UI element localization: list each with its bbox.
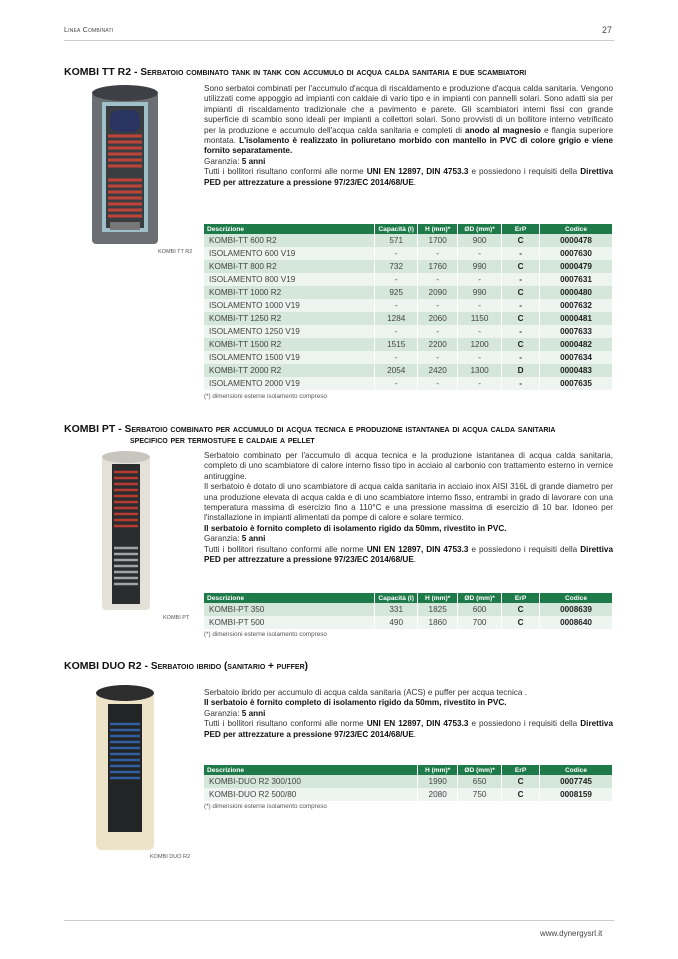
table-header-row [204, 765, 613, 775]
table-cell: 1760 [418, 260, 458, 273]
bold-text: L'isolamento è realizzato in poliuretano morbido con mantello in PVC di colore grigio e viene fornito separatamente. [204, 136, 614, 156]
product-table [204, 224, 613, 390]
table-cell: 700 [458, 616, 502, 629]
text: Garanzia: [204, 534, 242, 544]
image-caption: KOMBI PT [163, 615, 190, 621]
table-cell: - [375, 299, 418, 312]
column-header: H (mm)* [418, 765, 458, 775]
table-row [204, 351, 613, 364]
table-cell: 1150 [458, 312, 502, 325]
paragraph [204, 688, 613, 698]
table-cell: - [418, 247, 458, 260]
table-cell: C [502, 775, 540, 788]
table-cell: 0000478 [540, 234, 613, 247]
table-cell: KOMBI-TT 1500 R2 [204, 338, 375, 351]
table-cell: 0007631 [540, 273, 613, 286]
paragraph [204, 524, 613, 534]
column-header: H (mm)* [418, 593, 458, 603]
table-row [204, 788, 613, 801]
table-row [204, 234, 613, 247]
bold-text: 5 anni [241, 708, 266, 718]
table-header-row [204, 593, 613, 603]
section-subtitle: Serbatoio ibrido (sanitario + puffer) [150, 661, 308, 672]
header-divider [64, 40, 614, 41]
text: e possiedono i requisiti della [468, 719, 581, 729]
table-header-row [204, 224, 613, 234]
column-header: Codice [540, 224, 613, 234]
column-header: ErP [502, 224, 540, 234]
kombi-tt-tank-image [90, 84, 160, 246]
table-cell: ISOLAMENTO 600 V19 [204, 247, 375, 260]
table-cell: 2420 [418, 364, 458, 377]
text: e flangia superiore montata. [204, 125, 614, 146]
bold-text: 5 anni [241, 156, 266, 166]
bold-text: 5 anni [241, 534, 266, 544]
text: Il serbatoio è dotato di uno scambiatore di acqua calda sanitaria in acciaio inox AISI 316L di grande diametro per una produzione elevata di acqua calda e di uno scambiatore interno fisso, entrambi in grado di lavorare con una temperatura massima di esercizio fino a 110°C e una pressione massima di esercizio di 10 bar. Idoneo per l'installazione in impianti alimentati da pompe di calore e solare termico. [204, 482, 613, 523]
table-cell: 750 [458, 788, 502, 801]
image-caption: KOMBI TT R2 [158, 249, 193, 255]
column-header: ErP [502, 593, 540, 603]
table-cell: - [418, 273, 458, 286]
table-cell: 0007635 [540, 377, 613, 390]
table-cell: KOMBI-TT 600 R2 [204, 234, 375, 247]
image-caption: KOMBI DUO R2 [150, 854, 191, 860]
table-cell: ISOLAMENTO 800 V19 [204, 273, 375, 286]
table-cell: C [502, 788, 540, 801]
section-description [204, 688, 613, 740]
section-subtitle: Serbatoio combinato per accumulo di acqua tecnica e produzione istantanea di acqua calda sanitaria [124, 424, 556, 435]
text: Sono serbatoi combinati per l'accumulo d'acqua di riscaldamento e produzione d'acqua calda sanitaria. Vengono utilizzati come appoggio ad impianti con caldaie di vario tipo e in impianti con pannelli solari. Sono adatti sia per impianti di riscaldamento tradizionale che a pavimento e parete. Gli scambiatori interni fissi con grande superficie di scambio sono ideali per impianti a collettori solari. Sono provvisti di un bollitore interno vetrificato per la produzione e accumulo dell'acqua calda sanitaria e completi di [204, 84, 613, 135]
table-cell: 331 [375, 603, 418, 616]
table-footnote: (*) dimensioni esterne isolamento compreso [204, 803, 327, 810]
text: . [413, 555, 417, 565]
table-cell: 1860 [418, 616, 458, 629]
table-cell: C [502, 234, 540, 247]
product-table [204, 765, 613, 801]
table-row [204, 273, 613, 286]
text: Serbatoio ibrido per accumulo di acqua calda sanitaria (ACS) e puffer per acqua tecnica . [204, 688, 527, 697]
table-cell: 1990 [418, 775, 458, 788]
kombi-pt-tank-image [98, 450, 154, 612]
bold-text: UNI EN 12897, DIN 4753.3 [366, 544, 469, 554]
paragraph [204, 709, 613, 719]
table-cell: - [502, 325, 540, 338]
table-row [204, 299, 613, 312]
table-cell: 990 [458, 286, 502, 299]
footer-divider [64, 920, 614, 921]
model-name: KOMBI TT R2 - [64, 66, 138, 78]
table-cell: - [502, 273, 540, 286]
section-title-kombi-duo [64, 660, 308, 672]
paragraph [204, 698, 613, 708]
table-cell: 0007634 [540, 351, 613, 364]
table-row [204, 312, 613, 325]
paragraph [204, 534, 613, 544]
table-cell: 650 [458, 775, 502, 788]
kombi-duo-tank-image [92, 684, 158, 852]
table-cell: ISOLAMENTO 2000 V19 [204, 377, 375, 390]
table-cell: 1300 [458, 364, 502, 377]
table-row [204, 338, 613, 351]
section-subtitle-2: specifico per termostufe e caldaie a pellet [130, 435, 315, 446]
table-cell: 2080 [418, 788, 458, 801]
paragraph [204, 451, 613, 482]
table-row [204, 325, 613, 338]
table-cell: - [502, 247, 540, 260]
table-cell: 0000482 [540, 338, 613, 351]
column-header: Capacità (l) [375, 224, 418, 234]
table-cell: - [458, 351, 502, 364]
text: Serbatoio combinato per l'accumulo di acqua tecnica e la produzione istantanea di acqua calda sanitaria, completo di uno scambiatore di calore interno fisso tipo in acciaio al carbonio con trattamento esterno in vernice antiruggine. [204, 451, 613, 481]
table-cell: 1700 [418, 234, 458, 247]
table-row [204, 247, 613, 260]
column-header: Codice [540, 593, 613, 603]
table-cell: 732 [375, 260, 418, 273]
bold-text: UNI EN 12897, DIN 4753.3 [366, 167, 469, 177]
table-row [204, 364, 613, 377]
table-cell: 0000480 [540, 286, 613, 299]
table-cell: - [418, 377, 458, 390]
table-cell: 0008639 [540, 603, 613, 616]
bold-text: Direttiva PED per attrezzature a pressione 97/23/EC 2014/68/UE [204, 167, 614, 187]
text: . [413, 177, 417, 187]
bold-text: UNI EN 12897, DIN 4753.3 [366, 719, 469, 729]
table-cell: - [458, 247, 502, 260]
column-header: ErP [502, 765, 540, 775]
footer-website-link[interactable]: www.dynergysrl.it [540, 929, 603, 938]
table-cell: 0000479 [540, 260, 613, 273]
paragraph [204, 157, 613, 167]
table-cell: ISOLAMENTO 1000 V19 [204, 299, 375, 312]
text: e possiedono i requisiti della [468, 167, 581, 177]
section-title-kombi-tt [64, 66, 526, 78]
paragraph [204, 482, 613, 524]
table-cell: - [375, 351, 418, 364]
bold-text: Direttiva PED per attrezzature a pressione 97/23/EC 2014/68/UE [204, 544, 614, 565]
table-cell: KOMBI-DUO R2 500/80 [204, 788, 418, 801]
table-cell: - [375, 273, 418, 286]
model-name: KOMBI DUO R2 - [64, 660, 148, 672]
table-cell: KOMBI-TT 1000 R2 [204, 286, 375, 299]
text: Tutti i bollitori risultano conformi alle norme [204, 719, 367, 729]
table-footnote: (*) dimensioni esterne isolamento compreso [204, 631, 327, 638]
column-header: Descrizione [204, 224, 375, 234]
table-row [204, 603, 613, 616]
table-cell: 0000483 [540, 364, 613, 377]
table-row [204, 616, 613, 629]
bold-text: Il serbatoio è fornito completo di isolamento rigido da 50mm, rivestito in PVC. [204, 523, 507, 533]
table-cell: KOMBI-PT 500 [204, 616, 375, 629]
text: Tutti i bollitori risultano conformi alle norme [204, 167, 367, 177]
text: . [413, 729, 417, 739]
table-cell: 1515 [375, 338, 418, 351]
table-cell: 0007630 [540, 247, 613, 260]
text: Garanzia: [204, 708, 242, 718]
table-row [204, 775, 613, 788]
section-description [204, 451, 613, 565]
table-cell: 600 [458, 603, 502, 616]
table-cell: KOMBI-TT 2000 R2 [204, 364, 375, 377]
section-description [204, 84, 613, 188]
table-cell: C [502, 616, 540, 629]
table-cell: - [502, 299, 540, 312]
bold-text: anodo al magnesio [465, 125, 541, 135]
table-cell: 1825 [418, 603, 458, 616]
table-cell: 0008159 [540, 788, 613, 801]
section-subtitle: Serbatoio combinato tank in tank con accumulo di acqua calda sanitaria e due scambiatori [140, 67, 527, 78]
product-table [204, 593, 613, 629]
column-header: Codice [540, 765, 613, 775]
paragraph [204, 167, 613, 188]
table-cell: KOMBI-TT 1250 R2 [204, 312, 375, 325]
table-cell: 2054 [375, 364, 418, 377]
table-row [204, 286, 613, 299]
text: Garanzia: [204, 156, 242, 166]
table-cell: 2200 [418, 338, 458, 351]
column-header: ØD (mm)* [458, 765, 502, 775]
table-cell: - [375, 325, 418, 338]
column-header: ØD (mm)* [458, 224, 502, 234]
table-cell: - [418, 325, 458, 338]
table-cell: 1200 [458, 338, 502, 351]
table-cell: ISOLAMENTO 1250 V19 [204, 325, 375, 338]
table-cell: 0007632 [540, 299, 613, 312]
column-header: ØD (mm)* [458, 593, 502, 603]
text: Tutti i bollitori risultano conformi alle norme [204, 544, 367, 554]
table-cell: - [418, 299, 458, 312]
table-cell: 1284 [375, 312, 418, 325]
table-cell: C [502, 312, 540, 325]
table-cell: - [375, 377, 418, 390]
table-cell: - [502, 351, 540, 364]
table-cell: C [502, 260, 540, 273]
table-cell: 2060 [418, 312, 458, 325]
table-cell: - [418, 351, 458, 364]
model-name: KOMBI PT - [64, 423, 122, 435]
table-cell: KOMBI-DUO R2 300/100 [204, 775, 418, 788]
table-cell: KOMBI-PT 350 [204, 603, 375, 616]
table-row [204, 260, 613, 273]
bold-text: Direttiva PED per attrezzature a pressione 97/23/EC 2014/68/UE [204, 719, 614, 739]
table-cell: - [502, 377, 540, 390]
column-header: Capacità (l) [375, 593, 418, 603]
table-cell: 2090 [418, 286, 458, 299]
table-cell: C [502, 286, 540, 299]
table-cell: C [502, 338, 540, 351]
running-header: Linea Combinati [64, 27, 114, 34]
table-cell: 571 [375, 234, 418, 247]
paragraph [204, 719, 613, 740]
table-cell: ISOLAMENTO 1500 V19 [204, 351, 375, 364]
table-cell: 900 [458, 234, 502, 247]
section-title-line2 [130, 434, 315, 446]
paragraph [204, 545, 613, 566]
table-cell: 925 [375, 286, 418, 299]
table-cell: 490 [375, 616, 418, 629]
paragraph [204, 84, 613, 157]
table-cell: - [458, 299, 502, 312]
table-cell: 0008640 [540, 616, 613, 629]
page-number: 27 [602, 25, 613, 35]
text: e possiedono i requisiti della [468, 544, 581, 554]
table-cell: 0007745 [540, 775, 613, 788]
table-cell: KOMBI-TT 800 R2 [204, 260, 375, 273]
table-cell: - [458, 325, 502, 338]
table-footnote: (*) dimensioni esterne isolamento compreso [204, 393, 327, 400]
column-header: Descrizione [204, 765, 418, 775]
column-header: Descrizione [204, 593, 375, 603]
table-cell: C [502, 603, 540, 616]
table-cell: 990 [458, 260, 502, 273]
table-cell: D [502, 364, 540, 377]
column-header: H (mm)* [418, 224, 458, 234]
table-cell: - [375, 247, 418, 260]
table-cell: - [458, 273, 502, 286]
table-row [204, 377, 613, 390]
table-cell: 0007633 [540, 325, 613, 338]
bold-text: Il serbatoio è fornito completo di isolamento rigido da 50mm, rivestito in PVC. [204, 698, 507, 708]
table-cell: 0000481 [540, 312, 613, 325]
table-cell: - [458, 377, 502, 390]
